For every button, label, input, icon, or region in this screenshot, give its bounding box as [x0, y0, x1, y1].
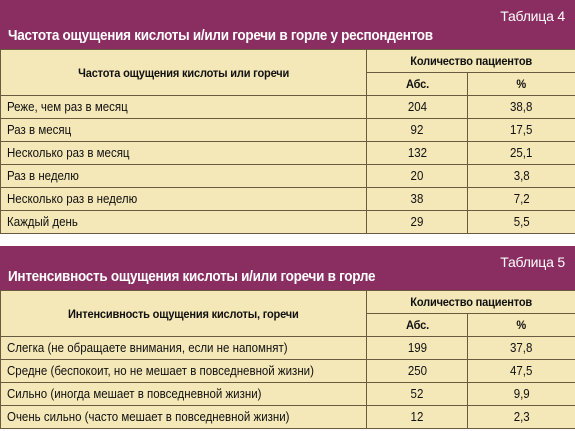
row-abs-value: 38 — [367, 188, 468, 211]
table-5-column-header: Интенсивность ощущения кислоты, горечи — [1, 291, 367, 337]
row-label: Каждый день — [1, 211, 367, 234]
table-row — [1, 142, 575, 165]
row-label: Раз в неделю — [1, 165, 367, 188]
table-row — [1, 188, 575, 211]
table-4-number: Таблица 4 — [500, 8, 565, 24]
row-pct-value: 47,5 — [468, 360, 575, 383]
table-4-grid — [0, 49, 575, 234]
row-label: Очень сильно (часто мешает в повседневной жизни) — [1, 406, 367, 429]
table-4-pct-header: % — [468, 73, 575, 96]
row-label: Слегка (не обращаете внимания, если не напомнят) — [1, 337, 367, 360]
table-row — [1, 165, 575, 188]
table-4-group-header: Количество пациентов — [367, 50, 575, 73]
row-label: Раз в месяц — [1, 119, 367, 142]
row-label: Несколько раз в неделю — [1, 188, 367, 211]
table-row — [1, 96, 575, 119]
row-abs-value: 20 — [367, 165, 468, 188]
table-row — [1, 119, 575, 142]
table-5-number: Таблица 5 — [500, 254, 565, 270]
row-pct-value: 2,3 — [468, 406, 575, 429]
row-abs-value: 204 — [367, 96, 468, 119]
table-5-group-header: Количество пациентов — [367, 291, 575, 314]
row-pct-value: 9,9 — [468, 383, 575, 406]
table-4-header — [0, 0, 575, 49]
row-abs-value: 199 — [367, 337, 468, 360]
table-5-title: Интенсивность ощущения кислоты и/или горечи в горле — [8, 268, 376, 285]
row-abs-value: 12 — [367, 406, 468, 429]
row-abs-value: 52 — [367, 383, 468, 406]
row-abs-value: 92 — [367, 119, 468, 142]
table-row — [1, 383, 575, 406]
row-pct-value: 38,8 — [468, 96, 575, 119]
table-4-column-header: Частота ощущения кислоты или горечи — [1, 50, 367, 96]
row-pct-value: 17,5 — [468, 119, 575, 142]
table-4-title: Частота ощущения кислоты и/или горечи в горле у респондентов — [8, 27, 433, 44]
row-label: Несколько раз в месяц — [1, 142, 367, 165]
table-5-grid — [0, 290, 575, 429]
row-pct-value: 25,1 — [468, 142, 575, 165]
table-row — [1, 406, 575, 429]
row-abs-value: 132 — [367, 142, 468, 165]
table-row — [1, 337, 575, 360]
row-pct-value: 5,5 — [468, 211, 575, 234]
row-label: Реже, чем раз в месяц — [1, 96, 367, 119]
row-label: Сильно (иногда мешает в повседневной жизни) — [1, 383, 367, 406]
table-row — [1, 360, 575, 383]
row-label: Средне (беспокоит, но не мешает в повседневной жизни) — [1, 360, 367, 383]
row-pct-value: 7,2 — [468, 188, 575, 211]
table-4-abs-header: Абс. — [367, 73, 468, 96]
table-5-pct-header: % — [468, 314, 575, 337]
table-row — [1, 211, 575, 234]
row-pct-value: 37,8 — [468, 337, 575, 360]
table-5 — [0, 246, 575, 431]
row-abs-value: 250 — [367, 360, 468, 383]
row-pct-value: 3,8 — [468, 165, 575, 188]
row-abs-value: 29 — [367, 211, 468, 234]
table-5-header — [0, 246, 575, 290]
table-5-abs-header: Абс. — [367, 314, 468, 337]
